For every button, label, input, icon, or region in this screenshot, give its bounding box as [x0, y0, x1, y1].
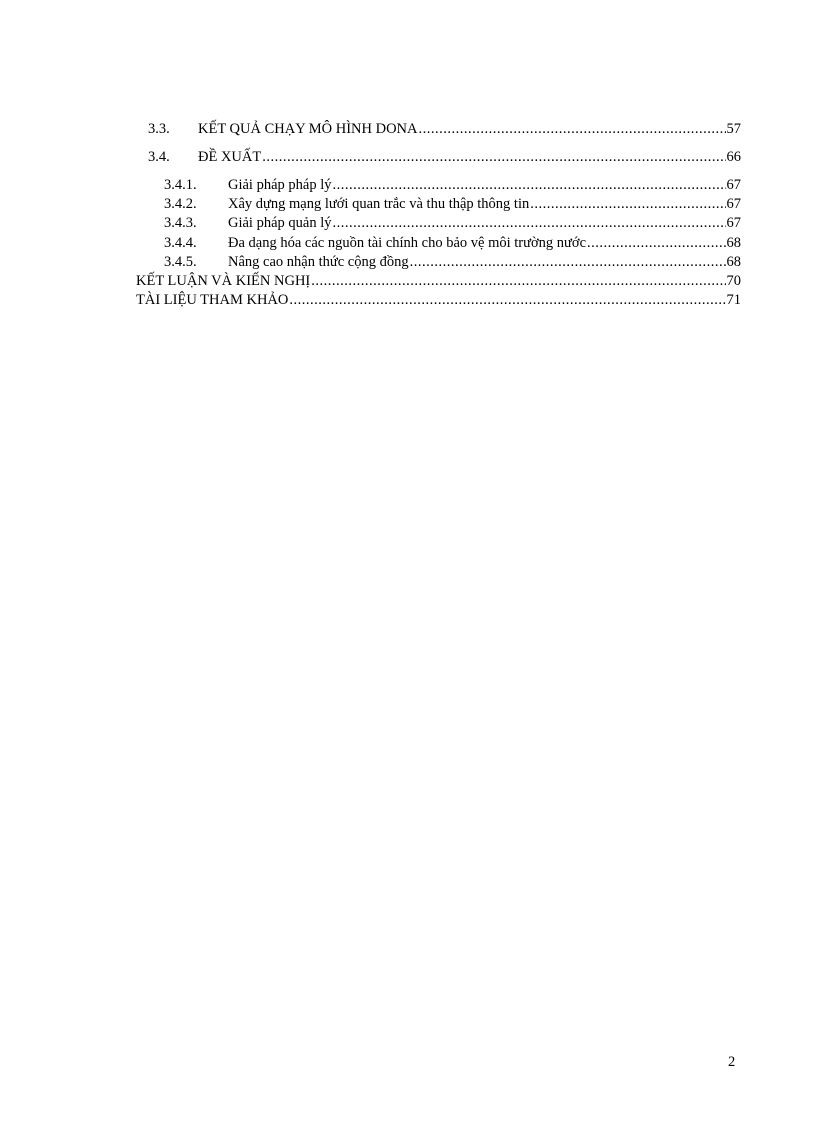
toc-entry-number: 3.4.2.: [164, 196, 197, 212]
toc-dot-leader: [530, 195, 725, 213]
toc-entry-page: 57: [726, 121, 741, 137]
toc-dot-leader: [587, 234, 725, 252]
toc-entry-page: 66: [726, 149, 741, 165]
toc-entry[interactable]: [164, 214, 741, 232]
toc-entry-title: Nâng cao nhận thức cộng đồng: [228, 254, 409, 270]
toc-entry[interactable]: [136, 291, 741, 309]
toc-entry-page: 67: [726, 215, 741, 231]
toc-entry[interactable]: [164, 176, 741, 194]
toc-dot-leader: [419, 120, 726, 138]
toc-entry-title: Giải pháp pháp lý: [228, 177, 332, 193]
toc-entry[interactable]: [164, 195, 741, 213]
toc-entry-title: Xây dựng mạng lưới quan trắc và thu thập thông tin: [228, 196, 530, 212]
toc-entry-page: 71: [726, 292, 741, 308]
toc-entry[interactable]: [148, 120, 741, 138]
toc-entry-number: 3.4.5.: [164, 254, 197, 270]
page-number: 2: [728, 1054, 736, 1070]
toc-entry[interactable]: [136, 272, 741, 290]
toc-entry-number: 3.4.3.: [164, 215, 197, 231]
toc-dot-leader: [333, 176, 726, 194]
toc-dot-leader: [410, 253, 726, 271]
toc-entry-title: KẾT LUẬN VÀ KIẾN NGHỊ: [136, 273, 311, 289]
toc-entry-number: 3.4.4.: [164, 235, 197, 251]
toc-entry-title: Giải pháp quản lý: [228, 215, 332, 231]
toc-dot-leader: [333, 214, 726, 232]
toc-dot-leader: [262, 148, 725, 166]
toc-entry-number: 3.4.: [148, 149, 170, 165]
toc-entry-title: KẾT QUẢ CHẠY MÔ HÌNH DONA: [198, 121, 418, 137]
toc-entry-number: 3.3.: [148, 121, 170, 137]
toc-entry[interactable]: [164, 234, 741, 252]
toc-entry-page: 68: [726, 254, 741, 270]
toc-dot-leader: [289, 291, 725, 309]
toc-dot-leader: [311, 272, 725, 290]
toc-entry-title: Đa dạng hóa các nguồn tài chính cho bảo vệ môi trường nước: [228, 235, 587, 251]
toc-entry-page: 67: [726, 177, 741, 193]
toc-entry[interactable]: [164, 253, 741, 271]
toc-entry-page: 67: [726, 196, 741, 212]
toc-entry-title: TÀI LIỆU THAM KHẢO: [136, 292, 289, 308]
toc-entry[interactable]: [148, 148, 741, 166]
toc-entry-title: ĐỀ XUẤT: [198, 149, 262, 165]
toc-entry-number: 3.4.1.: [164, 177, 197, 193]
toc-entry-page: 68: [726, 235, 741, 251]
toc-entry-page: 70: [726, 273, 741, 289]
